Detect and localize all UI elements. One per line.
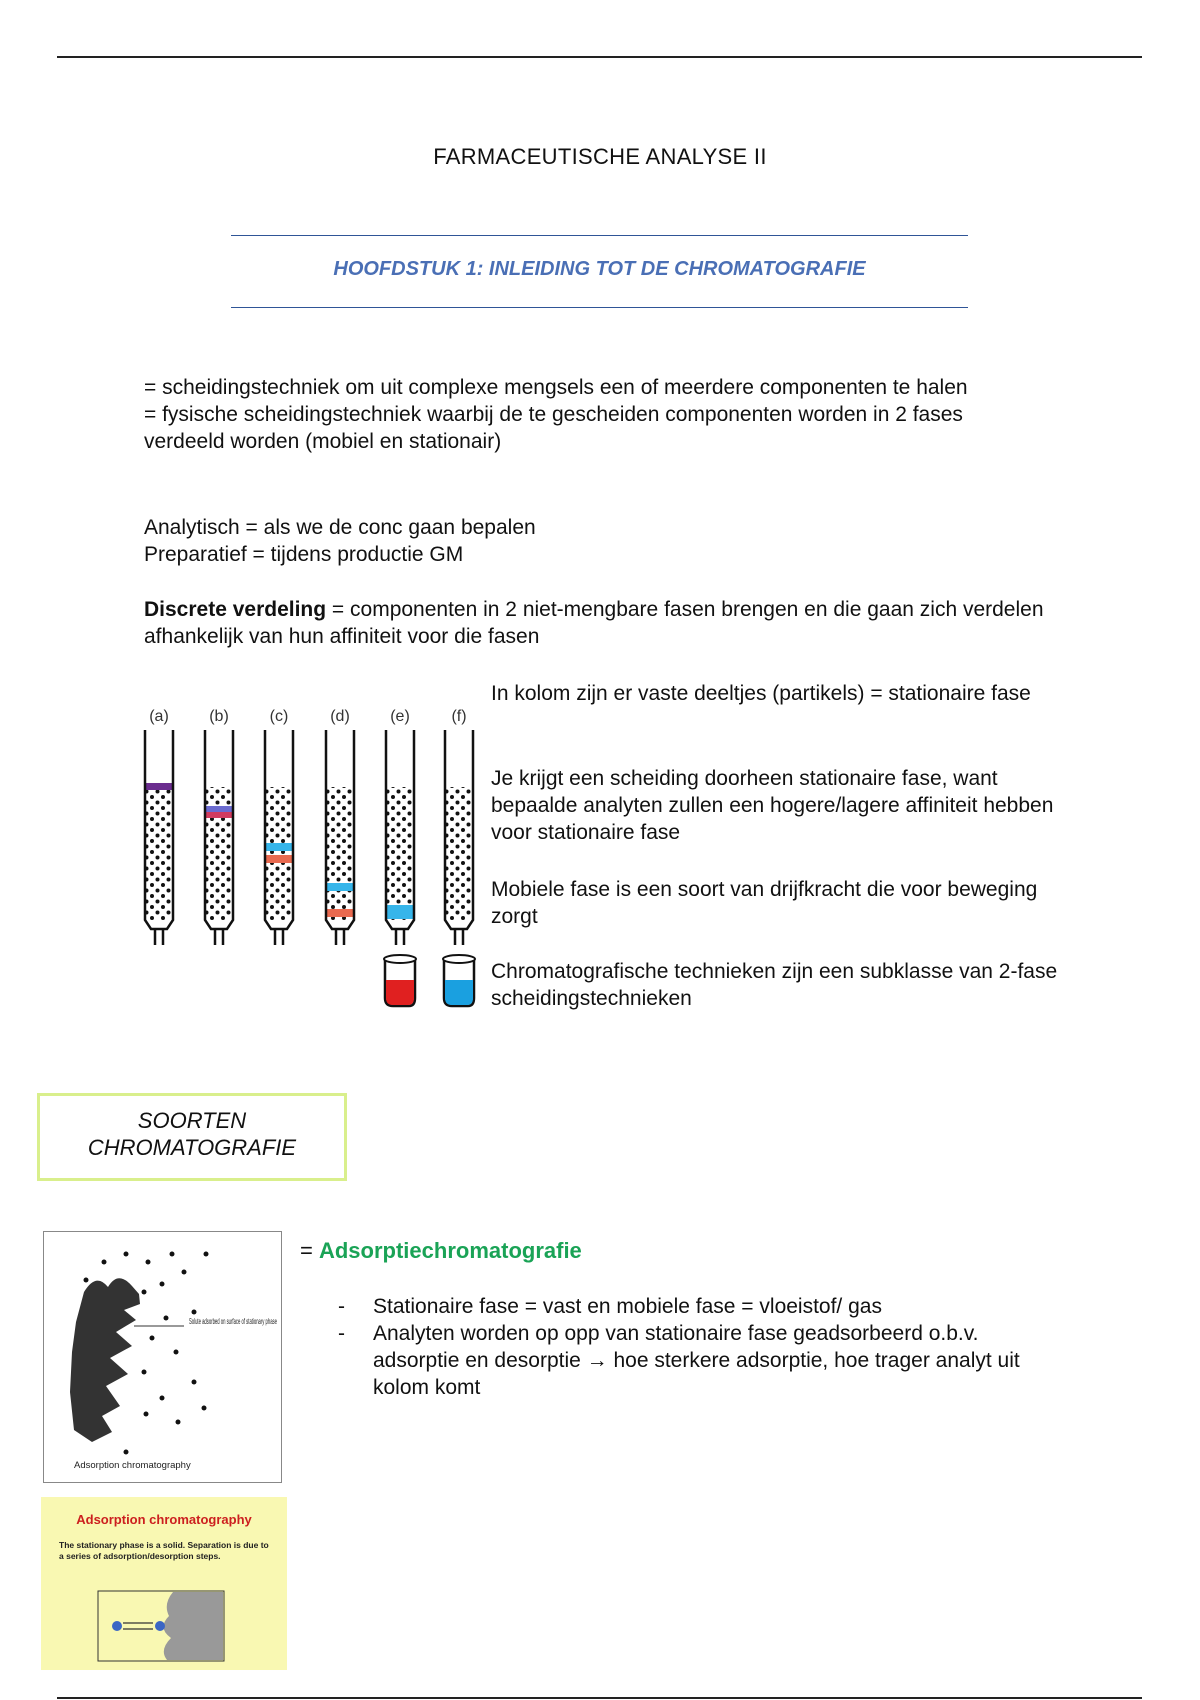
- usage-types: [144, 514, 1044, 568]
- band-blue: [386, 905, 414, 919]
- band-blue: [265, 843, 293, 851]
- definition-1: = scheidingstechniek om uit complexe mengsels een of meerdere componenten te halen: [144, 376, 968, 399]
- card-text: The stationary phase is a solid. Separation is due to a series of adsorption/desorption steps.: [59, 1540, 269, 1561]
- adsorption-heading: [300, 1238, 582, 1264]
- column-label-e: (e): [390, 708, 410, 725]
- section-box-soorten: [37, 1093, 347, 1181]
- list-item: [338, 1293, 1038, 1320]
- analytisch-line: Analytisch = als we de conc gaan bepalen: [144, 516, 536, 539]
- callout-text: Solute adsorbed on surface of stationary phase: [189, 1316, 278, 1326]
- top-rule: [57, 56, 1142, 58]
- band-blue: [205, 806, 233, 812]
- band-red: [326, 909, 354, 917]
- adsorption-prefix: =: [300, 1238, 319, 1263]
- adsorption-figure-2: [41, 1497, 287, 1670]
- column-label-f: (f): [451, 708, 467, 725]
- card-illustration: [97, 1590, 225, 1662]
- chapter-rule-top: [231, 235, 968, 236]
- list-item: [338, 1320, 1038, 1401]
- chapter-rule-bottom: [231, 307, 968, 308]
- side-note-4: Chromatografische technieken zijn een subklasse van 2-fase scheidingstechnieken: [491, 960, 1058, 1010]
- bullet-text: Stationaire fase = vast en mobiele fase = vloeistof/ gas: [373, 1295, 882, 1318]
- section-title-line1: SOORTEN: [137, 1108, 247, 1133]
- column-label-a: (a): [149, 708, 169, 725]
- column-d: [326, 730, 354, 945]
- adsorption-bullets: [338, 1293, 1038, 1401]
- section-title-line2: CHROMATOGRAFIE: [87, 1135, 297, 1160]
- column-label-b: (b): [209, 708, 229, 725]
- stationary-phase-shape: [70, 1278, 140, 1442]
- definitions: [144, 374, 1044, 455]
- column-a: [145, 730, 173, 945]
- column-separation-figure: [138, 695, 483, 1015]
- column-c: [265, 730, 293, 945]
- column-e: [384, 730, 416, 1006]
- discrete-paragraph: [144, 596, 1044, 650]
- band-red: [265, 855, 293, 863]
- column-f: [443, 730, 475, 1006]
- bullet-dash: -: [338, 1322, 345, 1345]
- column-label-d: (d): [330, 708, 350, 725]
- bullet-dash: -: [338, 1295, 345, 1318]
- side-note-3: Mobiele fase is een soort van drijfkracht die voor beweging zorgt: [491, 878, 1038, 928]
- side-note-2: Je krijgt een scheiding doorheen stationaire fase, want bepaalde analyten zullen een hogere/lagere affiniteit hebben voor stationaire fase: [491, 767, 1054, 844]
- band-red: [205, 812, 233, 818]
- discrete-term: Discrete verdeling: [144, 598, 327, 621]
- definition-2: = fysische scheidingstechniek waarbij de te gescheiden componenten worden in 2 fases verdeeld worden (mobiel en stationair): [144, 403, 963, 453]
- figure-caption: Adsorption chromatography: [74, 1460, 191, 1471]
- document-title: FARMACEUTISCHE ANALYSE II: [433, 144, 767, 169]
- adsorption-illustration: [44, 1232, 281, 1482]
- band-purple: [145, 783, 173, 790]
- band-blue: [326, 883, 354, 891]
- beaker-red: [384, 955, 416, 1006]
- bottom-rule: [57, 1697, 1142, 1699]
- adsorption-title: Adsorptiechromatografie: [318, 1238, 582, 1263]
- beaker-blue: [443, 955, 475, 1006]
- column-label-c: (c): [269, 708, 289, 725]
- column-b: [205, 730, 233, 945]
- bullet-text: Analyten worden op opp van stationaire fase geadsorbeerd o.b.v. adsorptie en desorptie → hoe sterkere adsorptie, hoe trager analyt uit kolom komt: [373, 1322, 1020, 1399]
- side-note-1: In kolom zijn er vaste deeltjes (partikels) = stationaire fase: [491, 682, 1031, 705]
- discrete-verdeling: [144, 596, 1044, 650]
- preparatief-line: Preparatief = tijdens productie GM: [144, 543, 464, 566]
- adsorption-figure-1: [43, 1231, 282, 1483]
- chapter-heading: HOOFDSTUK 1: INLEIDING TOT DE CHROMATOGRAFIE: [333, 258, 866, 280]
- discrete-text: = componenten in 2 niet-mengbare fasen brengen en die gaan zich verdelen afhankelijk van hun affiniteit voor die fasen: [144, 598, 1044, 648]
- card-title: Adsorption chromatography: [76, 1512, 252, 1527]
